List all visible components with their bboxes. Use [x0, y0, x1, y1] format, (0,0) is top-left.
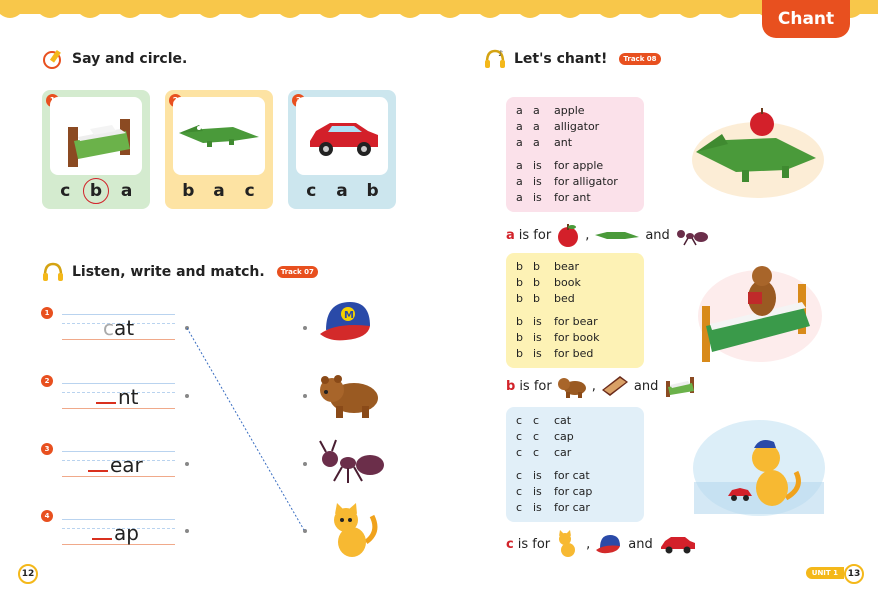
- chant-box-b: b b bear b b book b b bed b is for bear b is for book b is for bed: [506, 253, 644, 368]
- say-circle-card-2: [165, 90, 273, 209]
- is-for-line-b: b is for , and: [506, 373, 698, 399]
- track-badge[interactable]: Track 08: [619, 53, 660, 65]
- book-icon: [600, 374, 630, 398]
- is-for-line-a: a is for , and: [506, 222, 710, 248]
- chant-box-a: a a apple a a alligator a a ant a is for apple a is for alligator a is for ant: [506, 97, 644, 212]
- is-for-line-c: c is for , and: [506, 530, 697, 558]
- bed-picture: [50, 97, 142, 175]
- word-blank-ap: ap: [92, 521, 139, 545]
- word-cat: cat: [103, 316, 135, 340]
- page-number-left: 12: [18, 564, 38, 584]
- alligator-with-apple-picture: [686, 100, 828, 200]
- bear-icon: [556, 374, 588, 398]
- say-circle-title: Say and circle.: [72, 51, 188, 67]
- match-line: [186, 327, 306, 532]
- say-circle-heading: [42, 48, 187, 70]
- row-number: 2: [41, 375, 53, 387]
- top-wavy-border: [0, 0, 878, 22]
- listen-write-heading: [42, 261, 318, 283]
- word-blank-nt: nt: [96, 385, 139, 409]
- chant-box-c: c c cat c c cap c c car c is for cat c is for cap c is for car: [506, 407, 644, 522]
- car-picture: [296, 97, 388, 175]
- alligator-picture: [173, 97, 265, 175]
- chant-tab[interactable]: Chant: [762, 0, 850, 38]
- cap-icon: [594, 532, 624, 556]
- listen-write-title: Listen, write and match.: [72, 264, 265, 280]
- page-number-right: 13: [844, 564, 864, 584]
- letter-option[interactable]: a: [336, 181, 348, 201]
- pencil-circle-icon: [42, 48, 64, 70]
- letter-option[interactable]: c: [244, 181, 255, 201]
- say-circle-card-3: [288, 90, 396, 209]
- letter-option[interactable]: c: [306, 181, 317, 201]
- letter-option[interactable]: b: [366, 181, 379, 201]
- bear-icon[interactable]: [316, 368, 382, 422]
- bear-on-bed-picture: [694, 256, 824, 366]
- row-number: 3: [41, 443, 53, 455]
- ant-icon[interactable]: [316, 437, 386, 487]
- headphones-music-icon: [484, 48, 506, 70]
- letter-option[interactable]: a: [120, 181, 133, 201]
- say-circle-card-1: [42, 90, 150, 209]
- alligator-icon: [173, 97, 265, 175]
- row-number: 4: [41, 510, 53, 522]
- svg-text:M: M: [344, 310, 354, 321]
- letter-option[interactable]: a: [213, 181, 225, 201]
- unit-label: UNIT 1: [806, 567, 844, 579]
- row-number: 1: [41, 307, 53, 319]
- bed-icon: [50, 97, 142, 175]
- svg-text:♪: ♪: [498, 49, 504, 58]
- alligator-icon: [593, 225, 641, 245]
- letter-option[interactable]: c: [60, 181, 71, 201]
- letter-option-circled[interactable]: b: [84, 181, 108, 201]
- letter-option[interactable]: b: [182, 181, 195, 201]
- apple-icon: [555, 222, 581, 248]
- cat-icon: [554, 530, 582, 558]
- cat-with-car-picture: [690, 418, 828, 518]
- car-icon: [296, 97, 388, 175]
- cap-icon[interactable]: [316, 296, 378, 350]
- car-icon: [657, 533, 697, 555]
- chant-heading: [484, 48, 661, 70]
- ant-icon: [674, 224, 710, 246]
- bed-icon: [662, 373, 698, 399]
- card-letters: [165, 181, 273, 201]
- word-blank-ear: ear: [88, 453, 143, 477]
- card-letters: [288, 181, 396, 201]
- cat-icon[interactable]: [326, 502, 382, 560]
- chant-title: Let's chant!: [514, 51, 608, 67]
- card-letters: [42, 181, 150, 201]
- headphones-icon: [42, 261, 64, 283]
- track-badge[interactable]: Track 07: [277, 266, 318, 278]
